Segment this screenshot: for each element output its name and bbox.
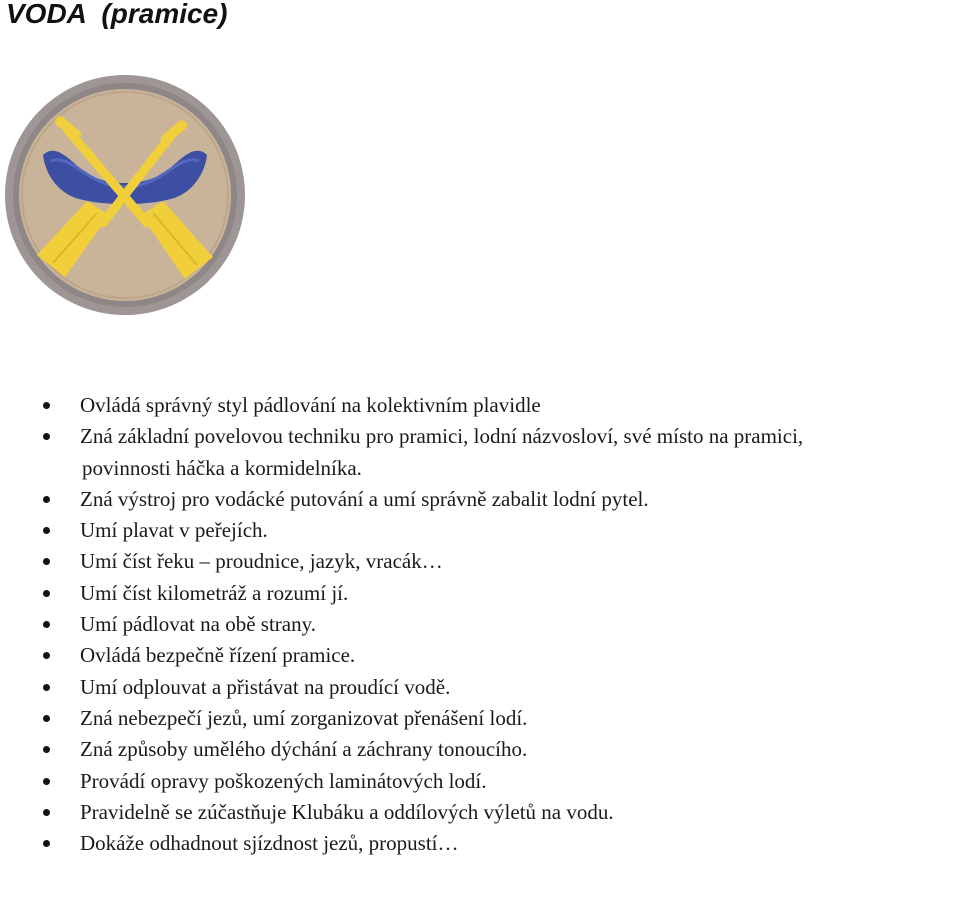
list-item — [0, 515, 960, 546]
list-item-text: Ovládá bezpečně řízení pramice. — [80, 643, 356, 668]
bullet-icon — [43, 558, 50, 565]
list-item — [0, 640, 960, 671]
bullet-icon — [43, 715, 50, 722]
bullet-icon — [43, 840, 50, 847]
bullet-icon — [43, 746, 50, 753]
list-item-text: Pravidelně se zúčastňuje Klubáku a oddílových výletů na vodu. — [80, 799, 614, 824]
list-item — [0, 578, 960, 609]
list-item — [0, 797, 960, 828]
bullet-icon — [43, 590, 50, 597]
list-item-continuation: povinnosti háčka a kormidelníka. — [82, 455, 362, 480]
list-item — [0, 672, 960, 703]
list-item-text: Zná nebezpečí jezů, umí zorganizovat přenášení lodí. — [80, 705, 528, 730]
list-item — [0, 828, 960, 859]
list-item — [0, 766, 960, 797]
bullet-icon — [43, 433, 50, 440]
list-item-text: Zná způsoby umělého dýchání a záchrany tonoucího. — [80, 737, 528, 762]
list-item-text: Dokáže odhadnout sjízdnost jezů, propustí… — [80, 831, 459, 856]
list-item-text: Zná základní povelovou techniku pro pramici, lodní názvosloví, své místo na pramici, — [80, 424, 804, 449]
list-item-text: Ovládá správný styl pádlování na kolektivním plavidle — [80, 393, 541, 417]
bullet-icon — [43, 778, 50, 785]
list-item — [0, 609, 960, 640]
list-item-text: Umí číst kilometráž a rozumí jí. — [80, 580, 349, 605]
list-item-text: Umí pádlovat na obě strany. — [80, 612, 316, 637]
list-item — [0, 734, 960, 765]
list-item — [0, 390, 960, 421]
list-item-text: Provádí opravy poškozených laminátových lodí. — [80, 768, 487, 793]
list-item-text: Umí plavat v peřejích. — [80, 518, 268, 543]
list-item — [0, 546, 960, 577]
bullet-icon — [43, 496, 50, 503]
bullet-icon — [43, 809, 50, 816]
bullet-icon — [43, 402, 50, 409]
requirements-list — [0, 390, 960, 859]
page-title: VODA (pramice) — [6, 0, 228, 29]
list-item — [0, 484, 960, 515]
list-item — [0, 421, 960, 484]
bullet-icon — [43, 684, 50, 691]
list-item-text: Umí odplouvat a přistávat na proudící vodě. — [80, 674, 451, 699]
list-item-text: Zná výstroj pro vodácké putování a umí správně zabalit lodní pytel. — [80, 486, 649, 511]
bullet-icon — [43, 621, 50, 628]
bullet-icon — [43, 527, 50, 534]
list-item-text: Umí číst řeku – proudnice, jazyk, vracák… — [80, 549, 443, 574]
bullet-icon — [43, 652, 50, 659]
crossed-paddles-canoe-badge-icon — [3, 73, 247, 317]
list-item — [0, 703, 960, 734]
